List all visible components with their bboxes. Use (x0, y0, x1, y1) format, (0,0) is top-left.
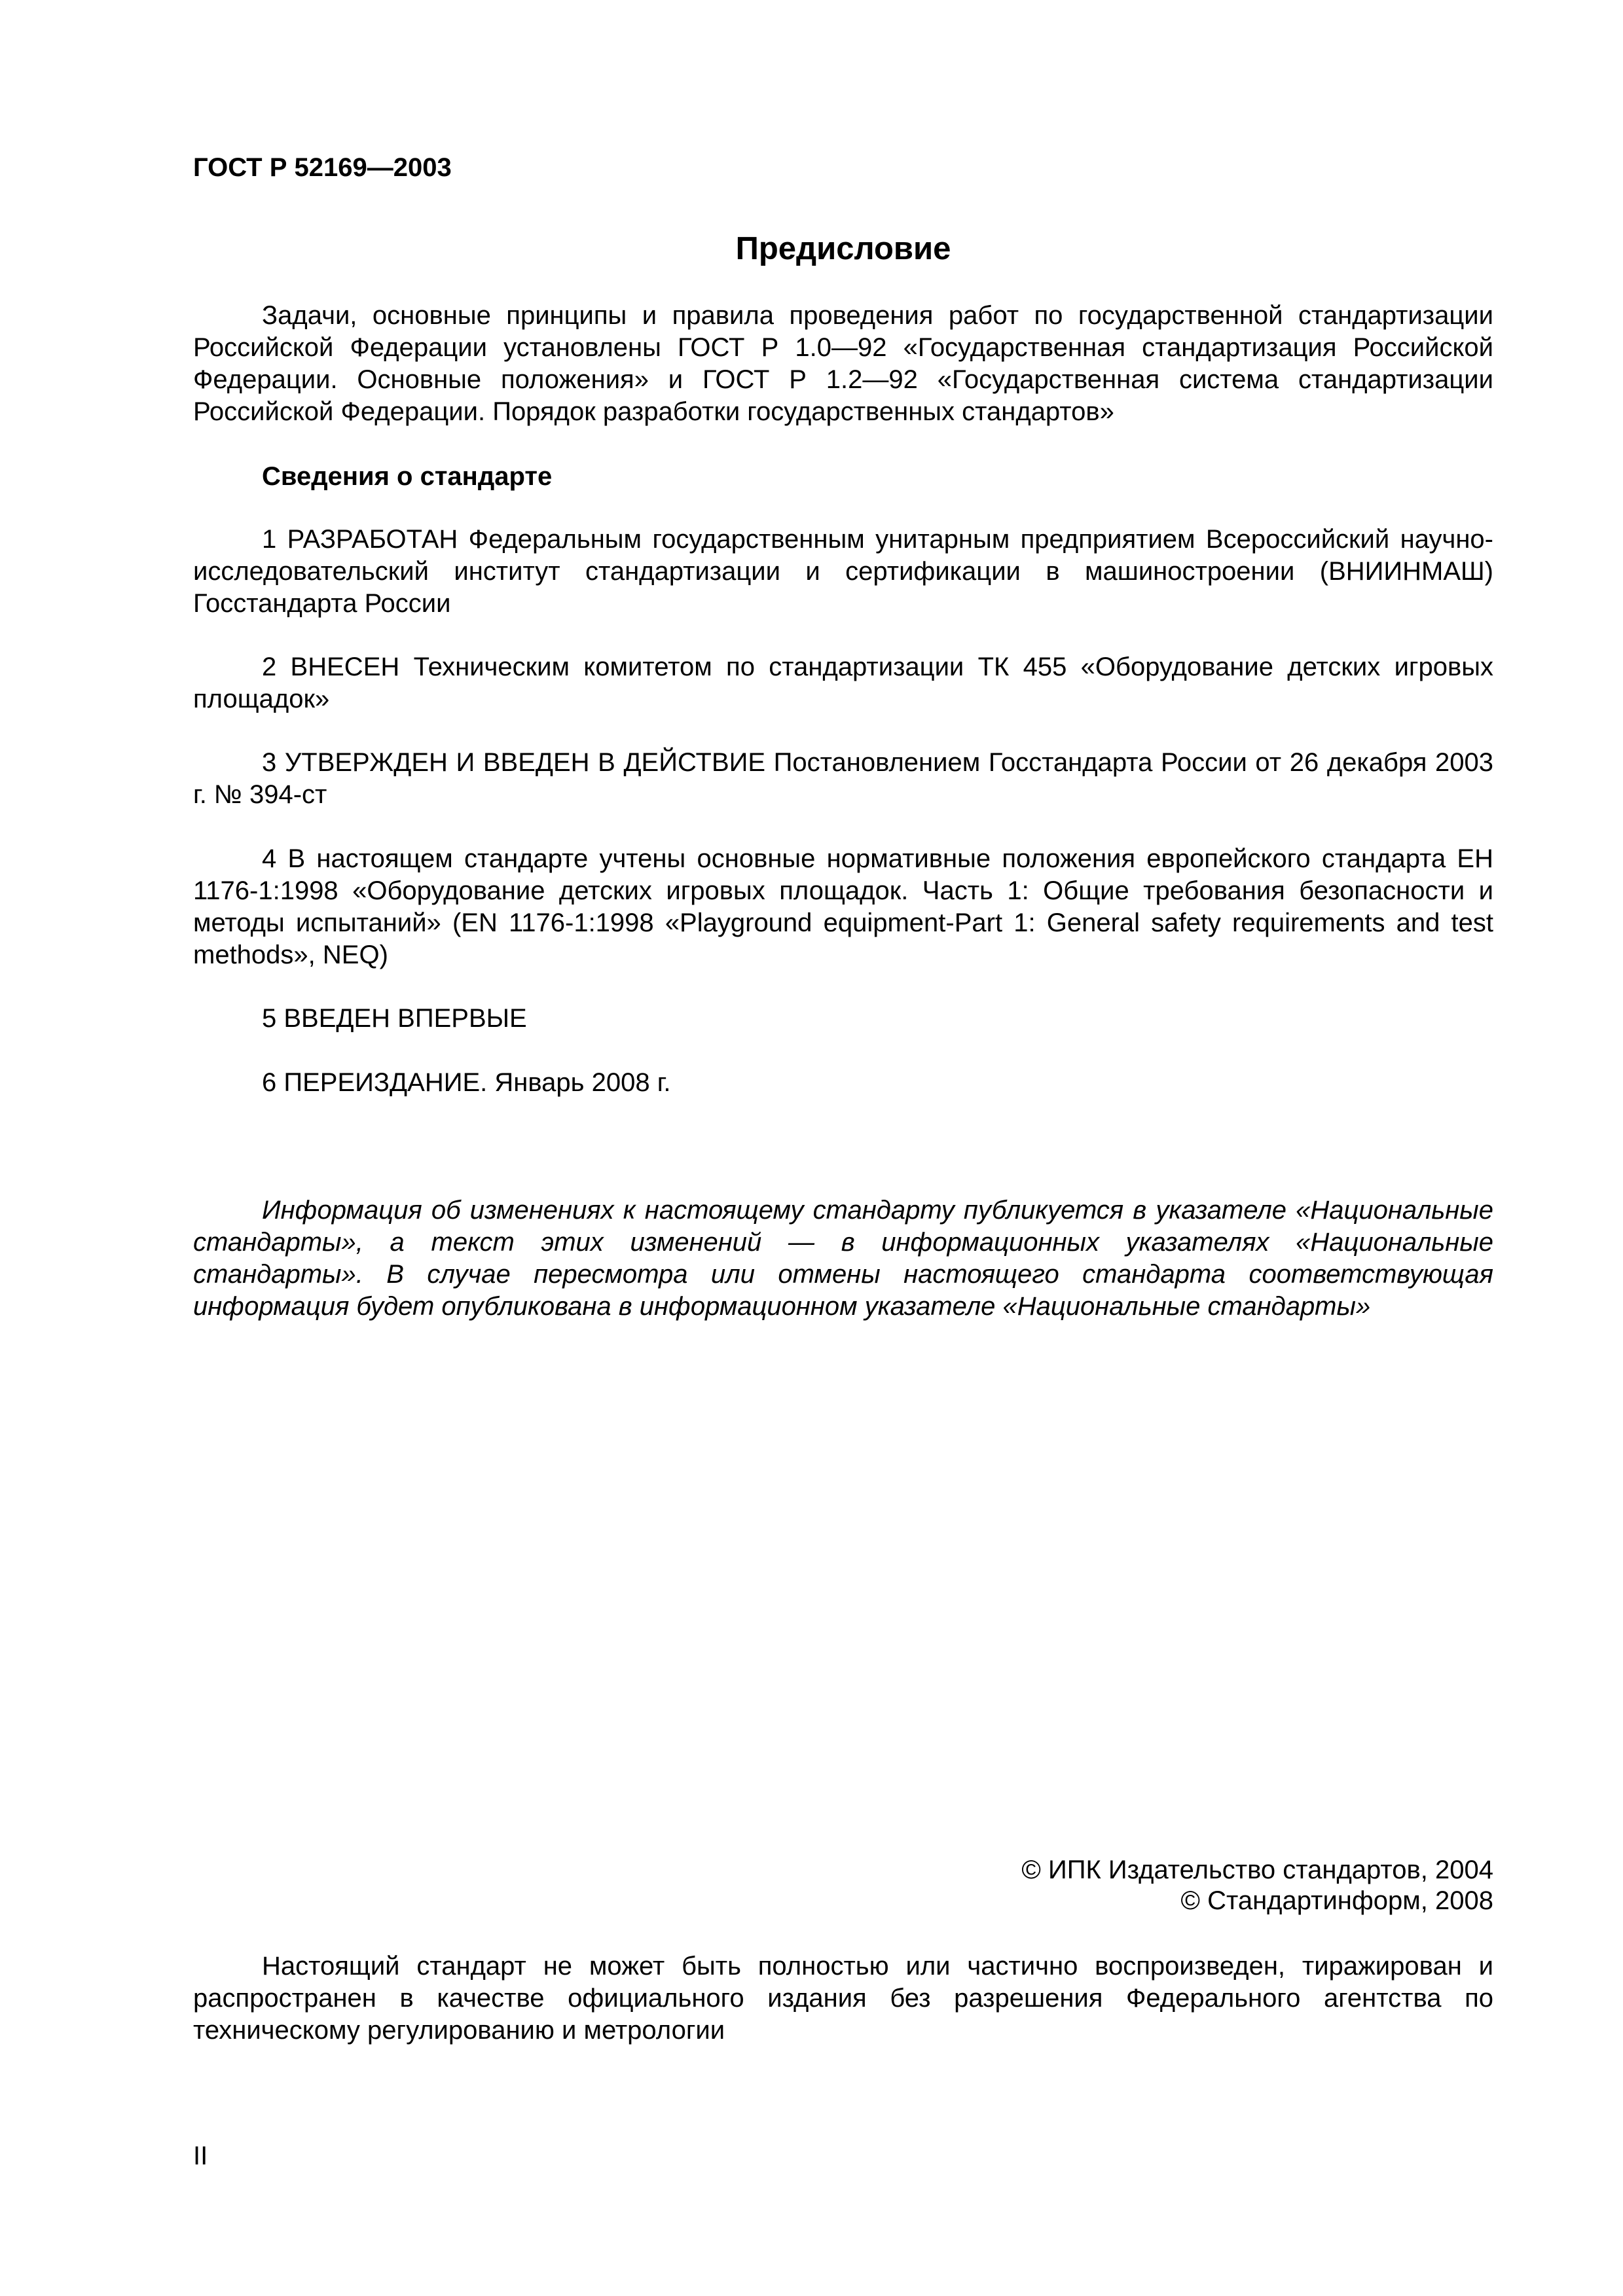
info-item-2: 2 ВНЕСЕН Техническим комитетом по стандартизации ТК 455 «Оборудование детских игровых площадок» (193, 653, 1493, 713)
document-code: ГОСТ Р 52169—2003 (193, 153, 452, 182)
reproduction-note: Настоящий стандарт не может быть полностью или частично воспроизведен, тиражирован и распространен в качестве официального издания без разрешения Федерального агентства по техническому регулированию и метрологии (193, 1952, 1493, 2045)
page-number: II (193, 2142, 208, 2170)
info-item-3: 3 УТВЕРЖДЕН И ВВЕДЕН В ДЕЙСТВИЕ Постановлением Госстандарта России от 26 декабря 2003 г. № 394-ст (193, 748, 1493, 809)
info-item-1: 1 РАЗРАБОТАН Федеральным государственным унитарным предприятием Всероссийский научно-исследовательский институт стандартизации и сертификации в машиностроении (ВНИИНМАШ) Госстандарта России (193, 525, 1493, 618)
standard-info-heading: Сведения о стандарте (262, 462, 553, 491)
intro-paragraph: Задачи, основные принципы и правила проведения работ по государственной стандартизации Российской Федерации установлены ГОСТ Р 1.0—92 «Государственная стандартизация Российской Федерации. Основные положения» и ГОСТ Р 1.2—92 «Государственная система стандартизации Российской Федерации. Порядок разработки государственных стандартов» (193, 301, 1493, 426)
copyright-line-2: © Стандартинформ, 2008 (1180, 1886, 1493, 1915)
amendments-notice: Информация об изменениях к настоящему стандарту публикуется в указателе «Национальные стандарты», а текст этих изменений — в информационных указателях «Национальные стандарты». В случае пересмотра или отмены настоящего стандарта соответствующая информация будет опубликована в информационном указателе «Национальные стандарты» (193, 1196, 1493, 1321)
info-item-4: 4 В настоящем стандарте учтены основные нормативные положения европейского стандарта ЕН 1176-1:1998 «Оборудование детских игровых площадок. Часть 1: Общие требования безопасности и методы испытаний» (EN 1176-1:1998 «Playground equipment-Part 1: General safety requirements and test methods», NEQ) (193, 844, 1493, 969)
copyright-block (1021, 1855, 1493, 1916)
info-item-6: 6 ПЕРЕИЗДАНИЕ. Январь 2008 г. (262, 1068, 671, 1097)
page-title: Предисловие (735, 231, 951, 266)
copyright-line-1: © ИПК Издательство стандартов, 2004 (1021, 1856, 1493, 1884)
info-item-5: 5 ВВЕДЕН ВПЕРВЫЕ (262, 1004, 527, 1033)
